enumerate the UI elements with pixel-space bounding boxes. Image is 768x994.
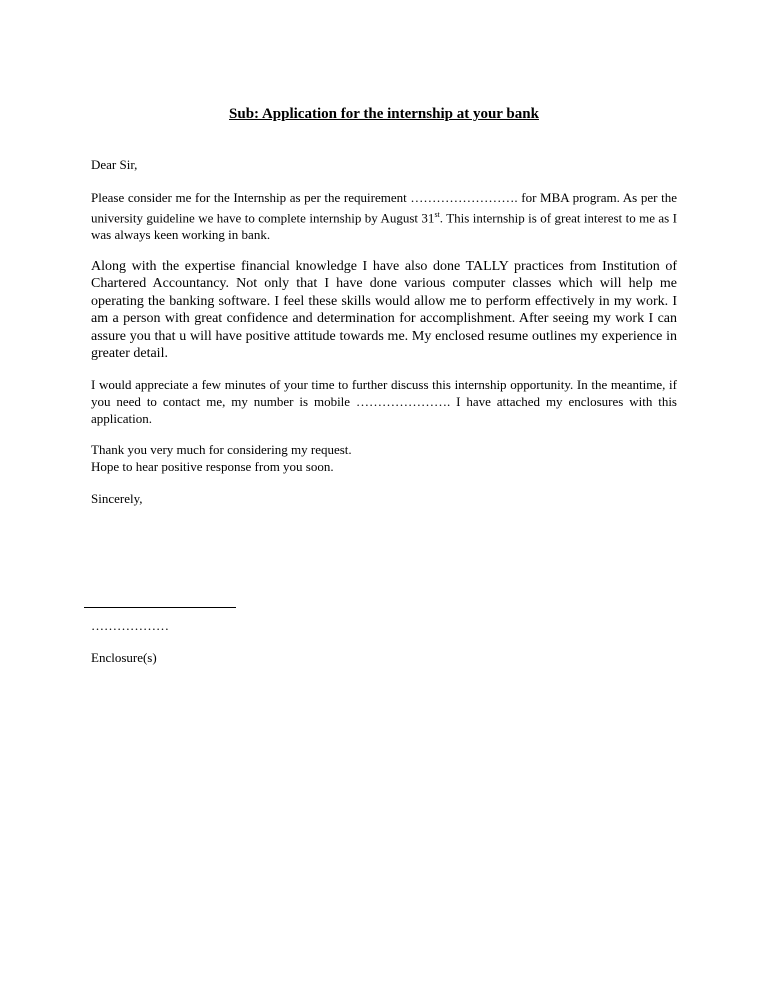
intro-text: Please consider me for the Internship as per the requirement ……………………. for MBA program. As per the university guideline we have to complete internship by August 31 [91,190,677,226]
skills-text: Along with the expertise financial knowledge I have also done TALLY practices from Institution of Chartered Accountancy. Not only that I have done various computer classes which will help me operating the banking software. I feel these skills would allow me to perform effectively in my work. I am a person with great confidence and determination for accomplishment. After seeing my work I can assure you that u will have positive attitude towards me. My enclosed resume outlines my experience in greater detail. [91,259,677,362]
paragraph-contact [91,376,677,427]
paragraph-intro [91,189,677,243]
date-suffix: st [434,210,440,219]
closing: Sincerely, [91,491,143,506]
subject-line: Sub: Application for the internship at your bank [229,106,539,122]
name-placeholder: ……………… [91,618,169,633]
thanks-line: Thank you very much for considering my request. [91,442,352,457]
signature-line [84,607,236,608]
contact-text: I would appreciate a few minutes of your time to further discuss this internship opportunity. In the meantime, if you need to contact me, my number is mobile …………………. I have attached my enclosures with this application. [91,377,677,426]
paragraph-skills [91,258,677,362]
salutation: Dear Sir, [91,157,138,172]
thanks-block [91,441,677,475]
intro-text-end: . This internship is of great interest to me as I was always keen working in bank. [91,210,677,243]
hope-line: Hope to hear positive response from you soon. [91,459,334,474]
enclosure-note: Enclosure(s) [91,650,157,665]
